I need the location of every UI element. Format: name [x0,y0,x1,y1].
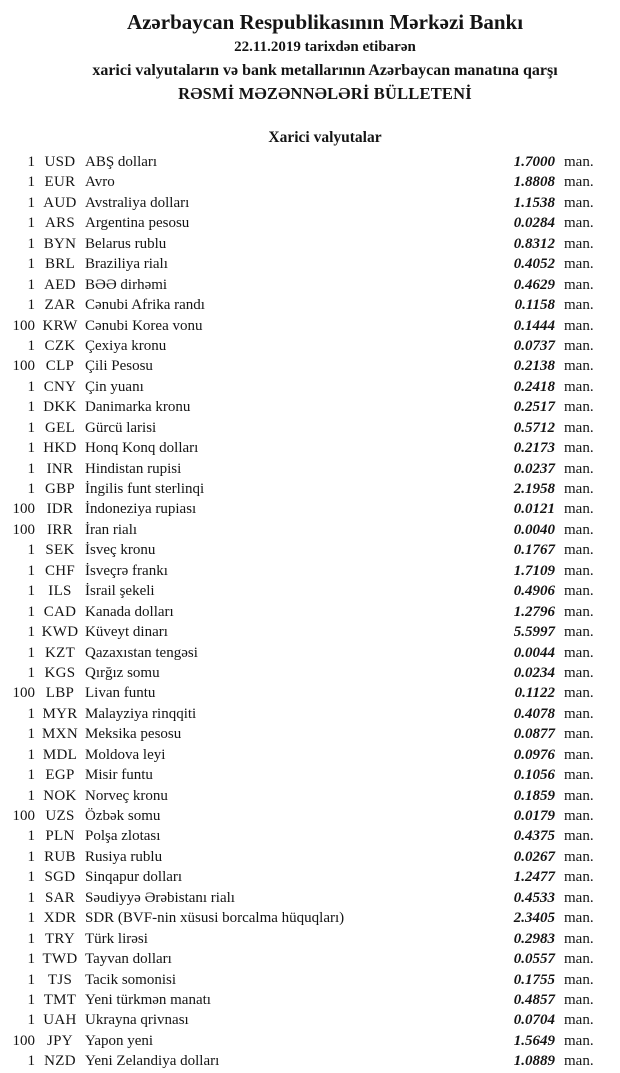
currency-quantity: 1 [27,419,35,436]
currency-unit: man. [564,624,594,641]
currency-code: MDL [42,746,78,763]
currency-rate: 0.0737 [513,337,555,354]
currency-name: ABŞ dolları [85,154,158,170]
currency-unit: man. [564,889,594,906]
currency-unit: man. [564,828,594,845]
currency-row [0,581,620,601]
currency-code: LBP [45,685,75,702]
currency-unit: man. [564,767,594,784]
currency-quantity: 100 [12,521,35,538]
currency-code: JPY [47,1032,73,1049]
currency-quantity: 1 [27,787,35,804]
currency-rate: 0.4078 [513,705,555,722]
currency-name: Çexiya kronu [85,337,167,354]
currency-unit: man. [564,256,594,273]
currency-rate: 0.1767 [513,542,555,559]
currency-rate: 0.0704 [513,1012,555,1029]
currency-code: AUD [43,194,77,211]
currency-quantity: 1 [27,297,35,314]
currency-row [0,172,620,192]
currency-row [0,418,620,438]
document-header [0,10,620,104]
bulletin-subtitle: xarici valyutaların və bank metallarının Azərbaycan manatına qarşı [92,62,558,79]
currency-rate: 0.0044 [513,644,555,661]
currency-unit: man. [564,808,594,824]
currency-unit: man. [564,501,594,518]
currency-code: CAD [43,603,77,620]
currency-code: KGS [44,664,76,681]
currency-code: CHF [44,562,76,579]
currency-name: Honq Konq dolları [85,440,199,457]
currency-name: İsrail şekeli [85,583,155,600]
currency-quantity: 1 [27,889,35,906]
currency-unit: man. [564,235,594,252]
currency-code: GBP [44,481,76,497]
currency-name: Sinqapur dolları [85,869,183,886]
currency-rate: 0.0040 [513,521,555,538]
currency-name: Rusiya rublu [85,848,163,865]
currency-code: HKD [43,440,77,457]
currency-name: Özbək somu [85,808,161,824]
currency-name: Cənubi Afrika randı [85,297,205,314]
currency-quantity: 100 [12,317,35,334]
currency-code: USD [44,154,76,170]
currency-code: IDR [46,501,74,518]
currency-quantity: 1 [27,440,35,457]
currency-unit: man. [564,664,594,681]
currency-row [0,929,620,949]
currency-quantity: 1 [27,481,35,497]
currency-unit: man. [564,215,594,232]
currency-unit: man. [564,174,594,191]
currency-name: Danimarka kronu [85,399,191,416]
currency-row [0,990,620,1010]
currency-name: Qırğız somu [85,664,160,681]
currency-quantity: 1 [27,337,35,354]
currency-row [0,786,620,806]
currency-row [0,295,620,315]
currency-quantity: 100 [12,685,35,702]
currency-rate: 1.2796 [513,603,555,620]
currency-name: İsveçrə frankı [85,562,168,579]
currency-name: Türk lirəsi [85,930,148,947]
currency-quantity: 1 [27,235,35,252]
currency-row [0,336,620,356]
currency-unit: man. [564,644,594,661]
currency-code: TWD [42,951,78,968]
currency-rate: 0.2138 [513,358,555,375]
currency-quantity: 100 [12,1032,35,1049]
currency-code: PLN [45,828,75,845]
currency-name: Çin yuanı [85,378,144,395]
effective-date-line: 22.11.2019 tarixdən etibarən [234,39,416,55]
currency-quantity: 1 [27,910,35,927]
currency-rate: 0.4857 [513,991,555,1008]
currency-rate: 1.0889 [513,1053,555,1070]
currency-name: Norveç kronu [85,787,168,804]
currency-unit: man. [564,971,594,988]
currency-quantity: 1 [27,746,35,763]
currency-row [0,1051,620,1071]
currency-rate: 0.4629 [513,276,555,293]
currency-unit: man. [564,419,594,436]
currency-name: Misir funtu [85,767,153,784]
currency-rate: 0.0267 [513,848,555,865]
currency-quantity: 100 [12,501,35,518]
currency-code: SGD [44,869,76,886]
bulletin-title: RƏSMİ MƏZƏNNƏLƏRİ BÜLLETENİ [178,84,472,103]
currency-code: SAR [44,889,76,906]
exchange-rate-table [0,152,620,1072]
currency-unit: man. [564,358,594,375]
currency-row [0,234,620,254]
currency-rate: 0.0284 [513,215,555,232]
currency-rate: 0.2517 [513,399,555,416]
currency-name: BƏƏ dirhəmi [85,276,168,293]
currency-quantity: 1 [27,562,35,579]
currency-row [0,254,620,274]
currency-quantity: 1 [27,869,35,886]
currency-unit: man. [564,603,594,620]
currency-code: ZAR [44,297,76,314]
currency-quantity: 1 [27,1053,35,1070]
currency-unit: man. [564,930,594,947]
currency-rate: 0.4375 [513,828,555,845]
currency-quantity: 1 [27,215,35,232]
currency-quantity: 1 [27,664,35,681]
currency-row [0,622,620,642]
currency-quantity: 1 [27,991,35,1008]
currency-row [0,1031,620,1051]
currency-row [0,152,620,172]
currency-unit: man. [564,746,594,763]
section-title-foreign-currencies: Xarici valyutalar [268,129,382,146]
currency-name: Cənubi Korea vonu [85,317,203,334]
currency-quantity: 1 [27,276,35,293]
currency-unit: man. [564,910,594,927]
currency-rate: 0.4052 [513,256,555,273]
currency-rate: 1.8808 [513,174,555,191]
currency-unit: man. [564,297,594,314]
currency-unit: man. [564,787,594,804]
currency-row [0,479,620,499]
currency-quantity: 1 [27,828,35,845]
currency-name: Braziliya rialı [85,256,168,273]
currency-rate: 1.1538 [513,194,555,211]
currency-row [0,643,620,663]
currency-unit: man. [564,460,594,477]
currency-quantity: 1 [27,174,35,191]
currency-unit: man. [564,1012,594,1029]
currency-code: GEL [44,419,76,436]
currency-name: İndoneziya rupiası [85,501,197,518]
currency-rate: 0.1755 [513,971,555,988]
currency-code: INR [46,460,74,477]
currency-unit: man. [564,869,594,886]
currency-quantity: 1 [27,767,35,784]
currency-name: Küveyt dinarı [85,624,168,641]
currency-quantity: 1 [27,583,35,600]
currency-quantity: 1 [27,705,35,722]
currency-row [0,765,620,785]
currency-rate: 0.1444 [513,317,555,334]
currency-row [0,888,620,908]
currency-row [0,459,620,479]
currency-quantity: 1 [27,624,35,641]
currency-unit: man. [564,440,594,457]
currency-quantity: 100 [12,808,35,824]
currency-row [0,499,620,519]
currency-quantity: 1 [27,378,35,395]
currency-code: IRR [47,521,73,538]
currency-code: BYN [43,235,77,252]
currency-name: Avro [85,174,115,191]
currency-row [0,540,620,560]
currency-row [0,602,620,622]
currency-name: Avstraliya dolları [85,194,190,211]
currency-quantity: 1 [27,460,35,477]
currency-name: Moldova leyi [85,746,166,763]
currency-row [0,213,620,233]
currency-rate: 0.0976 [513,746,555,763]
currency-rate: 0.0179 [513,808,555,824]
currency-code: EGP [45,767,75,784]
currency-quantity: 1 [27,971,35,988]
currency-code: NOK [43,787,77,804]
currency-unit: man. [564,583,594,600]
currency-row [0,949,620,969]
currency-row [0,683,620,703]
currency-unit: man. [564,542,594,559]
currency-name: Gürcü larisi [85,419,157,436]
currency-rate: 0.8312 [513,235,555,252]
currency-row [0,724,620,744]
currency-row [0,397,620,417]
currency-code: TMT [43,991,77,1008]
currency-name: Yeni türkmən manatı [85,991,211,1008]
currency-quantity: 1 [27,1012,35,1029]
currency-unit: man. [564,378,594,395]
currency-row [0,316,620,336]
currency-unit: man. [564,399,594,416]
currency-unit: man. [564,154,594,170]
currency-code: CLP [45,358,75,375]
currency-rate: 0.2173 [513,440,555,457]
currency-row [0,356,620,376]
currency-row [0,438,620,458]
currency-row [0,847,620,867]
currency-rate: 0.4533 [513,889,555,906]
currency-code: KRW [42,317,78,334]
currency-rate: 1.2477 [513,869,555,886]
currency-row [0,908,620,928]
currency-name: Argentina pesosu [85,215,190,232]
currency-quantity: 1 [27,603,35,620]
currency-rate: 0.0121 [513,501,555,518]
currency-unit: man. [564,337,594,354]
currency-name: Meksika pesosu [85,726,182,743]
currency-code: SEK [45,542,75,559]
currency-rate: 1.7000 [513,154,555,170]
currency-rate: 5.5997 [513,624,555,641]
currency-code: ILS [48,583,72,600]
currency-name: Tayvan dolları [85,951,172,968]
currency-rate: 0.1056 [513,767,555,784]
currency-rate: 2.1958 [513,481,555,497]
currency-code: MXN [42,726,78,743]
currency-code: CZK [44,337,76,354]
currency-unit: man. [564,276,594,293]
currency-row [0,1010,620,1030]
currency-rate: 0.1158 [514,297,555,314]
currency-rate: 0.0877 [513,726,555,743]
currency-name: Tacik somonisi [85,971,177,988]
currency-rate: 0.0557 [513,951,555,968]
currency-unit: man. [564,991,594,1008]
currency-name: Belarus rublu [85,235,167,252]
currency-code: UAH [43,1012,77,1029]
currency-unit: man. [564,685,594,702]
currency-name: İsveç kronu [85,542,156,559]
currency-rate: 0.2418 [513,378,555,395]
currency-unit: man. [564,705,594,722]
currency-quantity: 1 [27,194,35,211]
currency-row [0,193,620,213]
currency-rate: 0.2983 [513,930,555,947]
currency-code: EUR [44,174,76,191]
currency-code: DKK [43,399,77,416]
currency-code: NZD [44,1053,76,1070]
currency-code: BRL [44,256,76,273]
currency-name: SDR (BVF-nin xüsusi borcalma hüquqları) [85,910,345,927]
currency-code: KWD [41,624,79,641]
currency-name: İran rialı [85,521,138,538]
currency-quantity: 1 [27,930,35,947]
currency-code: KZT [44,644,76,661]
currency-unit: man. [564,1053,594,1070]
currency-quantity: 1 [27,542,35,559]
currency-unit: man. [564,1032,594,1049]
currency-rate: 1.7109 [513,562,555,579]
currency-name: Malayziya rinqqiti [85,705,197,722]
currency-quantity: 1 [27,399,35,416]
currency-code: TRY [44,930,76,947]
currency-name: Hindistan rupisi [85,460,182,477]
currency-quantity: 1 [27,951,35,968]
currency-rate: 0.0237 [513,460,555,477]
currency-row [0,970,620,990]
currency-unit: man. [564,194,594,211]
currency-code: XDR [43,910,77,927]
currency-row [0,867,620,887]
currency-name: Səudiyyə Ərəbistanı rialı [85,889,235,906]
currency-row [0,275,620,295]
currency-name: Ukrayna qrivnası [85,1012,189,1029]
currency-rate: 0.1859 [513,787,555,804]
currency-rate: 0.0234 [513,664,555,681]
currency-code: UZS [45,808,75,824]
currency-row [0,561,620,581]
currency-quantity: 1 [27,644,35,661]
currency-rate: 1.5649 [513,1032,555,1049]
currency-name: Yapon yeni [85,1032,154,1049]
currency-code: RUB [44,848,76,865]
currency-name: Livan funtu [85,685,156,702]
currency-rate: 0.1122 [514,685,555,702]
currency-quantity: 1 [27,848,35,865]
currency-row [0,520,620,540]
currency-row [0,745,620,765]
currency-row [0,826,620,846]
currency-name: Yeni Zelandiya dolları [85,1053,220,1070]
currency-quantity: 1 [27,726,35,743]
currency-unit: man. [564,951,594,968]
currency-row [0,806,620,826]
currency-unit: man. [564,521,594,538]
currency-quantity: 100 [12,358,35,375]
currency-row [0,663,620,683]
currency-name: Kanada dolları [85,603,174,620]
currency-unit: man. [564,317,594,334]
bank-title: Azərbaycan Respublikasının Mərkəzi Bankı [126,10,524,34]
currency-code: TJS [47,971,73,988]
currency-unit: man. [564,562,594,579]
currency-name: Qazaxıstan tengəsi [85,644,198,661]
currency-rate: 2.3405 [513,910,555,927]
currency-row [0,377,620,397]
currency-unit: man. [564,848,594,865]
currency-quantity: 1 [27,256,35,273]
currency-rate: 0.4906 [513,583,555,600]
currency-name: Çili Pesosu [85,358,153,375]
currency-code: AED [44,276,76,293]
currency-code: MYR [42,705,78,722]
currency-unit: man. [564,726,594,743]
currency-unit: man. [564,481,594,497]
currency-name: Polşa zlotası [85,828,161,845]
currency-rate: 0.5712 [513,419,555,436]
currency-quantity: 1 [27,154,35,170]
currency-code: CNY [43,378,77,395]
currency-row [0,704,620,724]
currency-code: ARS [44,215,76,232]
currency-name: İngilis funt sterlinqi [85,481,205,497]
